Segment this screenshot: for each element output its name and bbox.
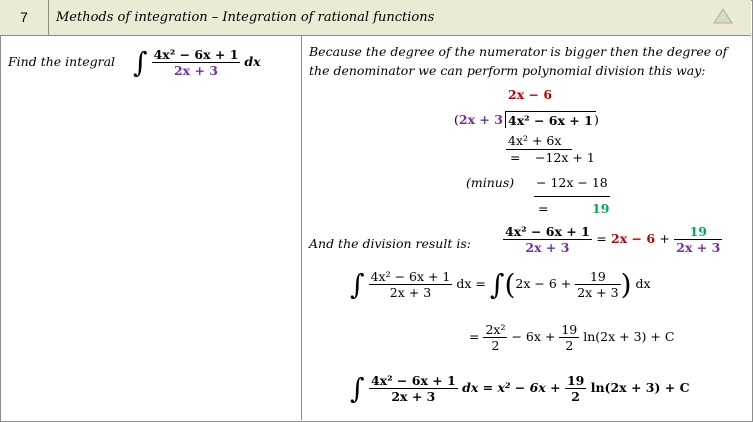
- division-quotient: 2x − 6: [508, 87, 553, 102]
- division-close-paren: ): [594, 112, 599, 127]
- integral-final: ∫ $\frac{\text{4x² − 6x + 1}}{2x + 3}$ dx = x² − 6x + $\frac{19}{2}$ ln(2x + 3) + C: [350, 372, 690, 405]
- integral-sign: ∫: [133, 46, 148, 79]
- column-divider: [301, 36, 302, 420]
- division-divisor-row: (2x + 3: [454, 112, 503, 127]
- result-label: And the division result is:: [309, 236, 471, 251]
- division-divisor: 2x + 3: [458, 112, 503, 127]
- problem-dx: dx: [244, 54, 261, 69]
- division-minus-label: (minus): [466, 175, 515, 190]
- division-dividend: 4x² − 6x + 1: [505, 111, 596, 128]
- division-subtract-2: − 12x − 18: [536, 175, 608, 190]
- result-fraction: $\frac{\text{4x² − 6x + 1}}{2x + 3}$: [505, 224, 590, 255]
- division-eq-2: =: [538, 201, 549, 216]
- integral-step-2: = $\frac{\text{2x²}}{2}$ − 6x + $\frac{19}{2}$ ln(2x + 3) + C: [469, 322, 675, 353]
- section-number: 7: [0, 0, 49, 35]
- division-remainder: 19: [592, 201, 610, 216]
- integral-step-1: ∫ $\frac{\text{4x² − 6x + 1}}{2x + 3}$ dx = ∫(2x − 6 + $\frac{19}{2x + 3}$ ) dx: [350, 268, 651, 301]
- division-eq-1: =: [510, 150, 521, 165]
- result-remainder-fraction: $\frac{19}{2x + 3}$: [676, 224, 721, 255]
- result-quotient: 2x − 6: [611, 231, 656, 246]
- problem-prompt: Find the integral: [8, 54, 116, 69]
- division-line-2: [534, 196, 610, 197]
- division-subtract-1: 4x² + 6x: [508, 133, 562, 148]
- section-title: Methods of integration – Integration of rational functions: [56, 10, 435, 25]
- problem-numerator: 4x² − 6x + 1: [153, 47, 239, 62]
- result-expression: $\frac{\text{4x² − 6x + 1}}{2x + 3}$ = 2x − 6 + $\frac{19}{2x + 3}$: [505, 224, 721, 255]
- division-intro: Because the degree of the numerator is bigger then the degree of the denominator we can perform polynomial division this way:: [309, 44, 728, 78]
- triangle-up-icon[interactable]: [713, 8, 733, 25]
- left-problem: [8, 46, 261, 79]
- division-remainder-1: −12x + 1: [535, 150, 595, 165]
- problem-fraction: [152, 47, 241, 78]
- problem-denominator: 2x + 3: [152, 62, 241, 78]
- section-header: [0, 0, 751, 36]
